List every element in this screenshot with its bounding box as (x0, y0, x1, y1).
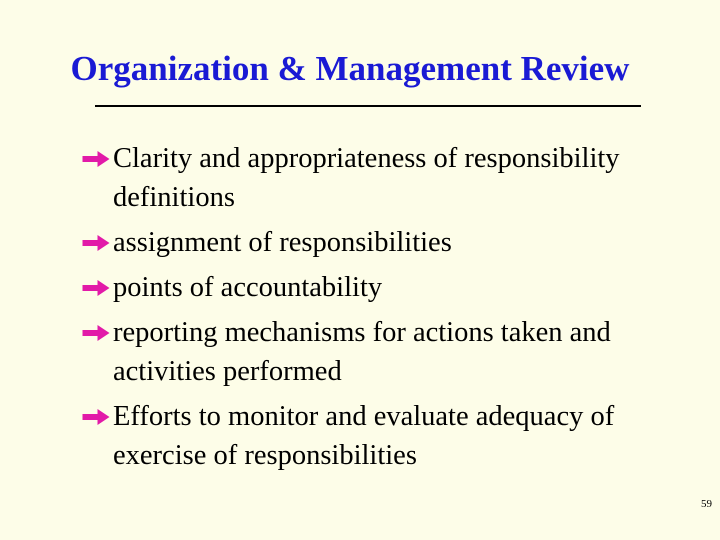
bullet-text: reporting mechanisms for actions taken and activities performed (113, 317, 611, 387)
title-divider (95, 105, 641, 107)
bullet-text: Clarity and appropriateness of responsibility definitions (113, 143, 620, 213)
bullet-text: points of accountability (113, 272, 383, 303)
right-arrow-icon (80, 408, 113, 426)
bullet-item (80, 313, 700, 391)
right-arrow-icon (80, 279, 113, 297)
bullet-list (80, 139, 700, 481)
bullet-text: assignment of responsibilities (113, 227, 452, 258)
right-arrow-icon (80, 324, 113, 342)
bullet-text: Efforts to monitor and evaluate adequacy of exercise of responsibilities (113, 401, 615, 471)
right-arrow-icon (80, 150, 113, 168)
bullet-item (80, 397, 700, 475)
bullet-item (80, 268, 700, 307)
bullet-item (80, 139, 700, 217)
page-number: 59 (701, 498, 712, 510)
right-arrow-icon (80, 234, 113, 252)
bullet-item (80, 223, 700, 262)
slide-title: Organization & Management Review (70, 49, 630, 88)
